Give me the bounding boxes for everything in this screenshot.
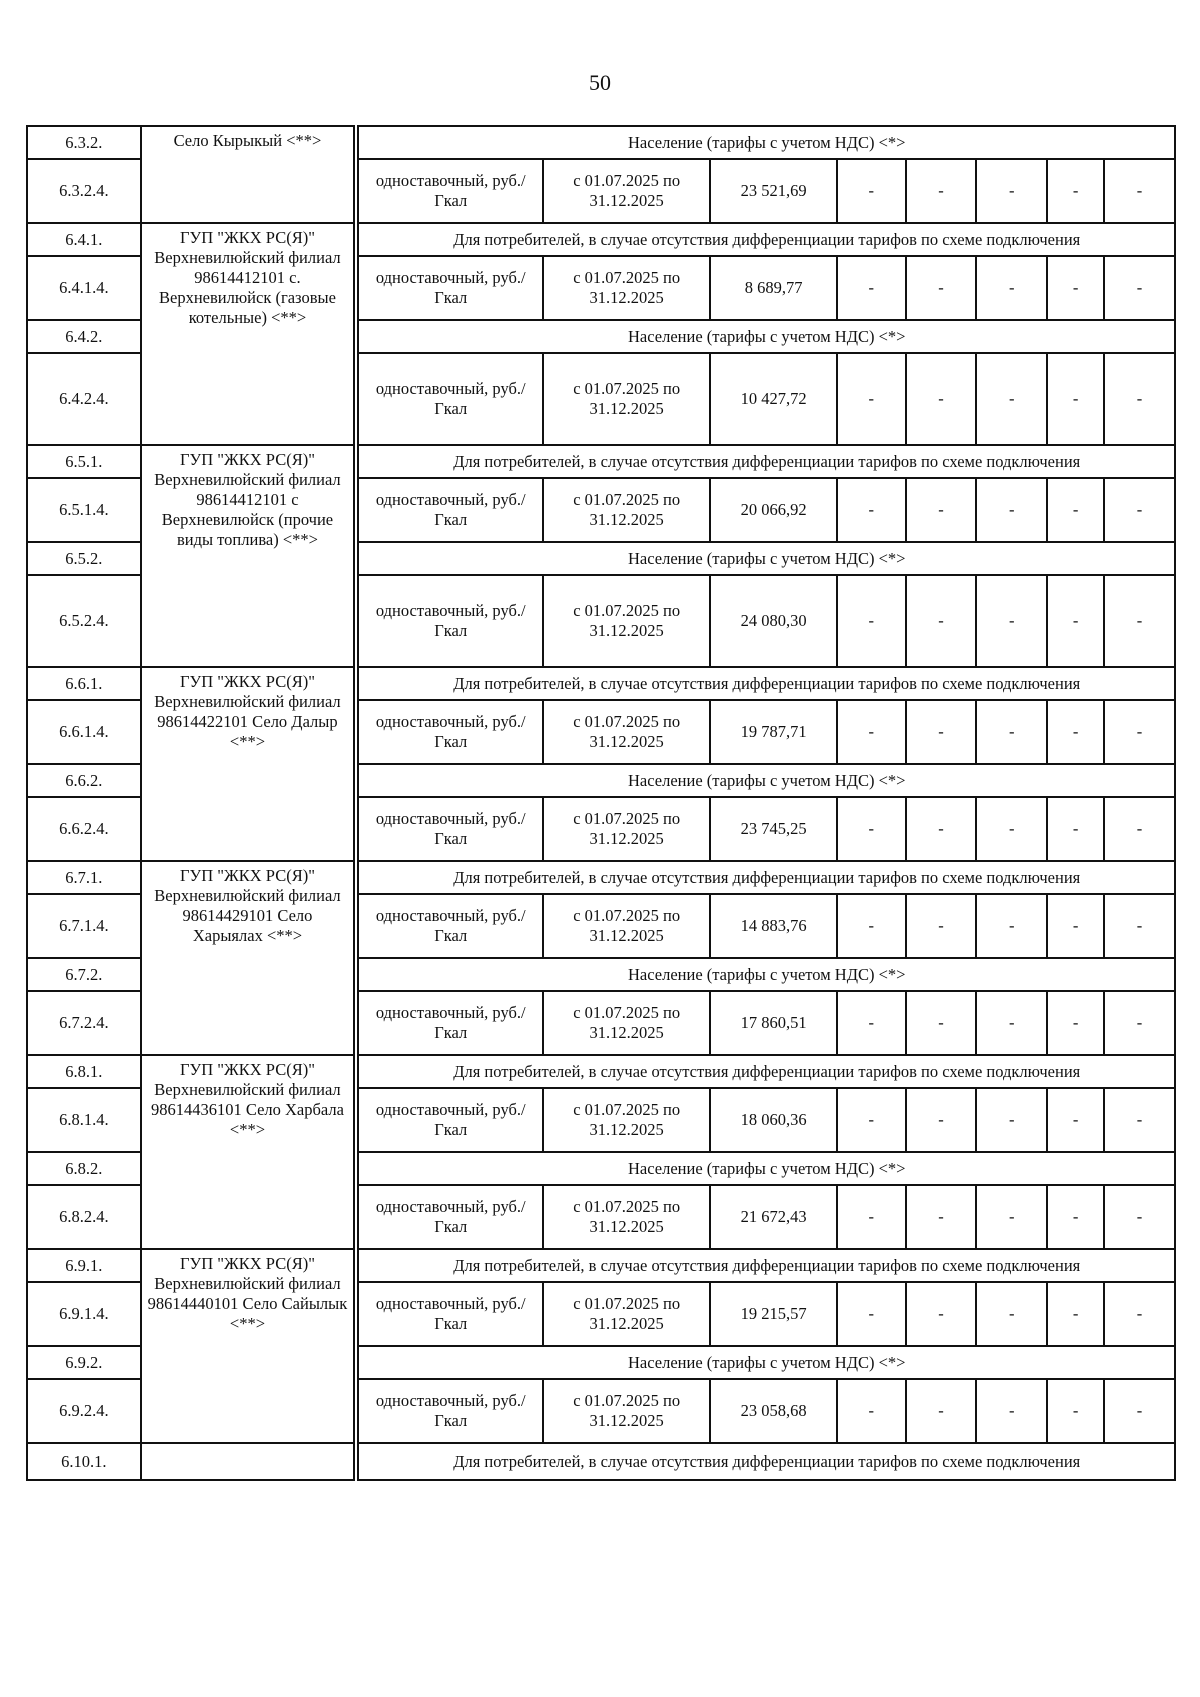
rate-type: одноставочный, руб./Гкал [358, 1185, 543, 1249]
row-number: 6.4.2. [27, 320, 141, 353]
empty-dash: - [976, 1379, 1047, 1443]
empty-dash: - [976, 1185, 1047, 1249]
organization-cell: ГУП "ЖКХ РС(Я)" Верхневилюйский филиал 98614429101 Село Харыялах <**> [141, 861, 354, 1055]
empty-dash: - [837, 1379, 906, 1443]
period: с 01.07.2025 по 31.12.2025 [543, 575, 710, 667]
empty-dash: - [906, 1088, 977, 1152]
empty-dash: - [1104, 1379, 1175, 1443]
page-number: 50 [589, 70, 611, 95]
empty-dash: - [906, 1379, 977, 1443]
organization-cell: ГУП "ЖКХ РС(Я)" Верхневилюйский филиал 98614422101 Село Далыр <**> [141, 667, 354, 861]
row-number: 6.3.2. [27, 126, 141, 159]
table-row [27, 1443, 1175, 1480]
rate-type: одноставочный, руб./Гкал [358, 1379, 543, 1443]
empty-dash: - [976, 894, 1047, 958]
tariff-value: 20 066,92 [710, 478, 837, 542]
row-number: 6.4.1.4. [27, 256, 141, 320]
organization-cell [141, 1443, 354, 1480]
empty-dash: - [837, 478, 906, 542]
empty-dash: - [976, 159, 1047, 223]
empty-dash: - [906, 894, 977, 958]
tariff-value: 23 745,25 [710, 797, 837, 861]
consumers-header: Для потребителей, в случае отсутствия дифференциации тарифов по схеме подключения [358, 861, 1175, 894]
population-header: Население (тарифы с учетом НДС) <*> [358, 1346, 1175, 1379]
empty-dash: - [976, 797, 1047, 861]
row-number: 6.8.2.4. [27, 1185, 141, 1249]
empty-dash: - [1104, 353, 1175, 445]
table-row [27, 1055, 1175, 1088]
consumers-header: Для потребителей, в случае отсутствия дифференциации тарифов по схеме подключения [358, 445, 1175, 478]
empty-dash: - [976, 1282, 1047, 1346]
row-number: 6.6.1.4. [27, 700, 141, 764]
consumers-header: Для потребителей, в случае отсутствия дифференциации тарифов по схеме подключения [358, 1443, 1175, 1480]
row-number: 6.5.1.4. [27, 478, 141, 542]
empty-dash: - [976, 575, 1047, 667]
row-number: 6.9.1.4. [27, 1282, 141, 1346]
row-number: 6.4.1. [27, 223, 141, 256]
empty-dash: - [1104, 478, 1175, 542]
empty-dash: - [906, 256, 977, 320]
tariff-value: 23 058,68 [710, 1379, 837, 1443]
period: с 01.07.2025 по 31.12.2025 [543, 797, 710, 861]
empty-dash: - [1047, 991, 1104, 1055]
table-row [27, 667, 1175, 700]
row-number: 6.7.2. [27, 958, 141, 991]
row-number: 6.8.1. [27, 1055, 141, 1088]
consumers-header: Для потребителей, в случае отсутствия дифференциации тарифов по схеме подключения [358, 1055, 1175, 1088]
tariff-value: 21 672,43 [710, 1185, 837, 1249]
empty-dash: - [837, 353, 906, 445]
empty-dash: - [837, 1185, 906, 1249]
tariff-value: 24 080,30 [710, 575, 837, 667]
empty-dash: - [906, 478, 977, 542]
population-header: Население (тарифы с учетом НДС) <*> [358, 1152, 1175, 1185]
organization-cell: ГУП "ЖКХ РС(Я)" Верхневилюйский филиал 98614440101 Село Сайылык <**> [141, 1249, 354, 1443]
empty-dash: - [1047, 159, 1104, 223]
period: с 01.07.2025 по 31.12.2025 [543, 353, 710, 445]
empty-dash: - [837, 991, 906, 1055]
tariff-value: 19 215,57 [710, 1282, 837, 1346]
period: с 01.07.2025 по 31.12.2025 [543, 991, 710, 1055]
empty-dash: - [1104, 1088, 1175, 1152]
row-number: 6.3.2.4. [27, 159, 141, 223]
row-number: 6.9.2.4. [27, 1379, 141, 1443]
empty-dash: - [1047, 1282, 1104, 1346]
empty-dash: - [837, 700, 906, 764]
empty-dash: - [906, 159, 977, 223]
empty-dash: - [837, 1282, 906, 1346]
empty-dash: - [1047, 797, 1104, 861]
empty-dash: - [837, 797, 906, 861]
rate-type: одноставочный, руб./Гкал [358, 797, 543, 861]
row-number: 6.4.2.4. [27, 353, 141, 445]
row-number: 6.6.1. [27, 667, 141, 700]
table-row [27, 445, 1175, 478]
tariff-value: 14 883,76 [710, 894, 837, 958]
consumers-header: Для потребителей, в случае отсутствия дифференциации тарифов по схеме подключения [358, 1249, 1175, 1282]
period: с 01.07.2025 по 31.12.2025 [543, 159, 710, 223]
rate-type: одноставочный, руб./Гкал [358, 159, 543, 223]
empty-dash: - [906, 991, 977, 1055]
empty-dash: - [906, 1282, 977, 1346]
empty-dash: - [1047, 1379, 1104, 1443]
tariff-value: 8 689,77 [710, 256, 837, 320]
empty-dash: - [1104, 159, 1175, 223]
empty-dash: - [1104, 575, 1175, 667]
rate-type: одноставочный, руб./Гкал [358, 700, 543, 764]
rate-type: одноставочный, руб./Гкал [358, 894, 543, 958]
row-number: 6.8.2. [27, 1152, 141, 1185]
organization-cell: Село Кырыкый <**> [141, 126, 354, 223]
population-header: Население (тарифы с учетом НДС) <*> [358, 126, 1175, 159]
empty-dash: - [976, 1088, 1047, 1152]
empty-dash: - [837, 159, 906, 223]
row-number: 6.7.1. [27, 861, 141, 894]
period: с 01.07.2025 по 31.12.2025 [543, 478, 710, 542]
population-header: Население (тарифы с учетом НДС) <*> [358, 320, 1175, 353]
empty-dash: - [1104, 1185, 1175, 1249]
period: с 01.07.2025 по 31.12.2025 [543, 256, 710, 320]
empty-dash: - [837, 1088, 906, 1152]
table-row [27, 223, 1175, 256]
empty-dash: - [1104, 1282, 1175, 1346]
table-row [27, 861, 1175, 894]
rate-type: одноставочный, руб./Гкал [358, 991, 543, 1055]
tariff-value: 18 060,36 [710, 1088, 837, 1152]
population-header: Население (тарифы с учетом НДС) <*> [358, 958, 1175, 991]
tariff-value: 10 427,72 [710, 353, 837, 445]
row-number: 6.5.2.4. [27, 575, 141, 667]
empty-dash: - [976, 700, 1047, 764]
rate-type: одноставочный, руб./Гкал [358, 1282, 543, 1346]
empty-dash: - [837, 894, 906, 958]
rate-type: одноставочный, руб./Гкал [358, 1088, 543, 1152]
period: с 01.07.2025 по 31.12.2025 [543, 1088, 710, 1152]
empty-dash: - [906, 797, 977, 861]
empty-dash: - [1047, 700, 1104, 764]
period: с 01.07.2025 по 31.12.2025 [543, 894, 710, 958]
row-number: 6.7.2.4. [27, 991, 141, 1055]
organization-cell: ГУП "ЖКХ РС(Я)" Верхневилюйский филиал 98614412101 с Верхневилюйск (прочие виды топлива) <**> [141, 445, 354, 667]
empty-dash: - [976, 353, 1047, 445]
row-number: 6.9.1. [27, 1249, 141, 1282]
rate-type: одноставочный, руб./Гкал [358, 478, 543, 542]
organization-cell: ГУП "ЖКХ РС(Я)" Верхневилюйский филиал 98614436101 Село Харбала <**> [141, 1055, 354, 1249]
row-number: 6.5.2. [27, 542, 141, 575]
empty-dash: - [1104, 991, 1175, 1055]
empty-dash: - [837, 575, 906, 667]
tariff-value: 23 521,69 [710, 159, 837, 223]
empty-dash: - [1047, 894, 1104, 958]
rate-type: одноставочный, руб./Гкал [358, 256, 543, 320]
table-row [27, 1249, 1175, 1282]
empty-dash: - [1104, 894, 1175, 958]
empty-dash: - [976, 256, 1047, 320]
organization-cell: ГУП "ЖКХ РС(Я)" Верхневилюйский филиал 98614412101 с. Верхневилюйск (газовые котельные) <**> [141, 223, 354, 445]
period: с 01.07.2025 по 31.12.2025 [543, 700, 710, 764]
rate-type: одноставочный, руб./Гкал [358, 575, 543, 667]
tariff-table [26, 125, 1176, 1481]
period: с 01.07.2025 по 31.12.2025 [543, 1282, 710, 1346]
consumers-header: Для потребителей, в случае отсутствия дифференциации тарифов по схеме подключения [358, 667, 1175, 700]
row-number: 6.5.1. [27, 445, 141, 478]
empty-dash: - [1047, 1088, 1104, 1152]
row-number: 6.6.2.4. [27, 797, 141, 861]
period: с 01.07.2025 по 31.12.2025 [543, 1379, 710, 1443]
empty-dash: - [906, 575, 977, 667]
empty-dash: - [837, 256, 906, 320]
row-number: 6.9.2. [27, 1346, 141, 1379]
empty-dash: - [976, 478, 1047, 542]
period: с 01.07.2025 по 31.12.2025 [543, 1185, 710, 1249]
empty-dash: - [1047, 478, 1104, 542]
empty-dash: - [1047, 256, 1104, 320]
row-number: 6.6.2. [27, 764, 141, 797]
empty-dash: - [1104, 256, 1175, 320]
rate-type: одноставочный, руб./Гкал [358, 353, 543, 445]
empty-dash: - [1047, 575, 1104, 667]
table-row [27, 126, 1175, 159]
row-number: 6.8.1.4. [27, 1088, 141, 1152]
row-number: 6.7.1.4. [27, 894, 141, 958]
empty-dash: - [1047, 1185, 1104, 1249]
empty-dash: - [1104, 797, 1175, 861]
tariff-table-body [27, 126, 1175, 1480]
empty-dash: - [906, 353, 977, 445]
tariff-value: 19 787,71 [710, 700, 837, 764]
population-header: Население (тарифы с учетом НДС) <*> [358, 764, 1175, 797]
empty-dash: - [906, 1185, 977, 1249]
empty-dash: - [1047, 353, 1104, 445]
row-number: 6.10.1. [27, 1443, 141, 1480]
tariff-value: 17 860,51 [710, 991, 837, 1055]
empty-dash: - [906, 700, 977, 764]
population-header: Население (тарифы с учетом НДС) <*> [358, 542, 1175, 575]
empty-dash: - [976, 991, 1047, 1055]
consumers-header: Для потребителей, в случае отсутствия дифференциации тарифов по схеме подключения [358, 223, 1175, 256]
empty-dash: - [1104, 700, 1175, 764]
